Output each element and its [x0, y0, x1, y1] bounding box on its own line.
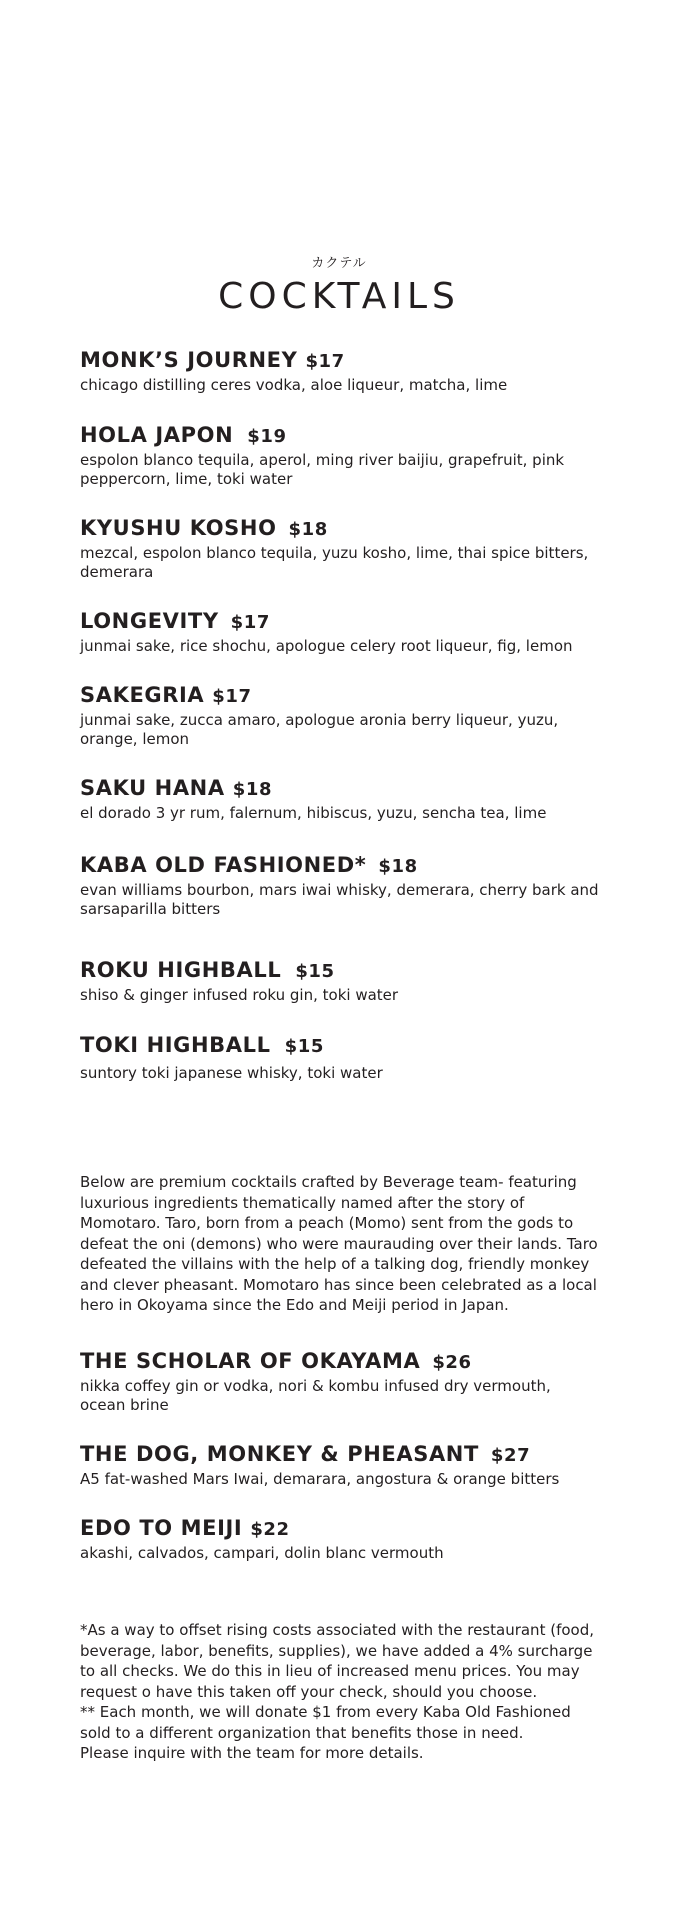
drink-name-line [80, 347, 600, 375]
drink-price: $19 [247, 426, 287, 447]
drink-description: nikka coffey gin or vodka, nori & kombu infused dry vermouth, ocean brine [80, 1377, 551, 1414]
drink-name: EDO TO MEIJI [80, 1516, 243, 1540]
menu-item [80, 1032, 600, 1083]
drink-description: evan williams bourbon, mars iwai whisky, demerara, cherry bark and sarsaparilla bitters [80, 881, 599, 918]
drink-description: espolon blanco tequila, aperol, ming river baijiu, grapefruit, pink peppercorn, lime, toki water [80, 451, 565, 488]
drink-name: KABA OLD FASHIONED* [80, 853, 367, 877]
drink-description: el dorado 3 yr rum, falernum, hibiscus, yuzu, sencha tea, lime [80, 804, 547, 822]
drink-price: $27 [490, 1445, 531, 1466]
premium-menu-item [80, 1515, 600, 1563]
drink-description: suntory toki japanese whisky, toki water [80, 1064, 383, 1082]
drink-name: ROKU HIGHBALL [80, 958, 282, 982]
drink-name-line [80, 957, 600, 985]
drink-description: chicago distilling ceres vodka, aloe liqueur, matcha, lime [80, 376, 508, 394]
drink-name: KYUSHU KOSHO [80, 516, 277, 540]
menu-item [80, 608, 600, 656]
drink-price: $17 [305, 351, 345, 372]
drink-name: THE SCHOLAR OF OKAYAMA [80, 1349, 421, 1373]
drink-name-line [80, 1032, 600, 1060]
menu-item [80, 775, 600, 823]
drink-description: junmai sake, rice shochu, apologue celery root liqueur, fig, lemon [80, 637, 573, 655]
drink-description: akashi, calvados, campari, dolin blanc vermouth [80, 1544, 444, 1562]
drink-name: HOLA JAPON [80, 423, 234, 447]
drink-name-line [80, 608, 600, 636]
drink-description: junmai sake, zucca amaro, apologue aronia berry liqueur, yuzu, orange, lemon [80, 711, 559, 748]
drink-description: A5 fat-washed Mars Iwai, demarara, angostura & orange bitters [80, 1470, 560, 1488]
menu-item [80, 957, 600, 1005]
drink-name-line [80, 1441, 600, 1469]
drink-price: $18 [232, 779, 273, 800]
drink-price: $18 [288, 519, 328, 540]
drink-name: SAKU HANA [80, 776, 225, 800]
page-title: COCKTAILS [218, 276, 460, 317]
japanese-heading: カクテル [311, 256, 367, 271]
premium-intro-text: Below are premium cocktails crafted by Beverage team- featuring luxurious ingredients thematically named after the story of Momotaro. Taro, born from a peach (Momo) sent from the gods to defeat the oni (demons) who were maurauding over their lands. Taro defeated the villains with the help of a talking dog, friendly monkey and clever pheasant. Momotaro has since been celebrated as a local hero in Okoyama since the Edo and Meiji period in Japan. [80, 1173, 598, 1314]
drink-price: $15 [284, 1036, 324, 1057]
premium-menu-item [80, 1348, 600, 1415]
menu-item [80, 682, 600, 749]
drink-description: mezcal, espolon blanco tequila, yuzu kosho, lime, thai spice bitters, demerara [80, 544, 589, 581]
drink-name-line [80, 1515, 600, 1543]
surcharge-note: *As a way to offset rising costs associated with the restaurant (food, beverage, labor, benefits, supplies), we have added a 4% surcharge to all checks. We do this in lieu of increased menu prices. You may request o have this taken off your check, should you choose. [80, 1621, 594, 1701]
drink-name-line [80, 775, 600, 803]
drink-name: TOKI HIGHBALL [80, 1033, 271, 1057]
drink-price: $22 [250, 1519, 290, 1540]
drink-name: MONK’S JOURNEY [80, 348, 298, 372]
donation-note: ** Each month, we will donate $1 from every Kaba Old Fashioned sold to a different organization that benefits those in need. [80, 1703, 571, 1742]
drink-name-line [80, 682, 600, 710]
menu-item [80, 422, 600, 489]
drink-price: $18 [378, 856, 418, 877]
menu-item [80, 852, 600, 919]
premium-menu-item [80, 1441, 600, 1489]
drink-name-line [80, 852, 600, 880]
inquire-note: Please inquire with the team for more details. [80, 1744, 424, 1762]
drink-price: $15 [295, 961, 335, 982]
drink-description: shiso & ginger infused roku gin, toki water [80, 986, 399, 1004]
drink-price: $17 [230, 612, 271, 633]
drink-name-line [80, 1348, 600, 1376]
drink-price: $26 [432, 1352, 472, 1373]
drink-name: SAKEGRIA [80, 683, 205, 707]
drink-name: LONGEVITY [80, 609, 219, 633]
drink-name: THE DOG, MONKEY & PHEASANT [80, 1442, 479, 1466]
footnotes [80, 1620, 600, 1764]
drink-name-line [80, 422, 600, 450]
menu-item [80, 347, 600, 395]
menu-item [80, 515, 600, 582]
drink-name-line [80, 515, 600, 543]
drink-price: $17 [212, 686, 252, 707]
